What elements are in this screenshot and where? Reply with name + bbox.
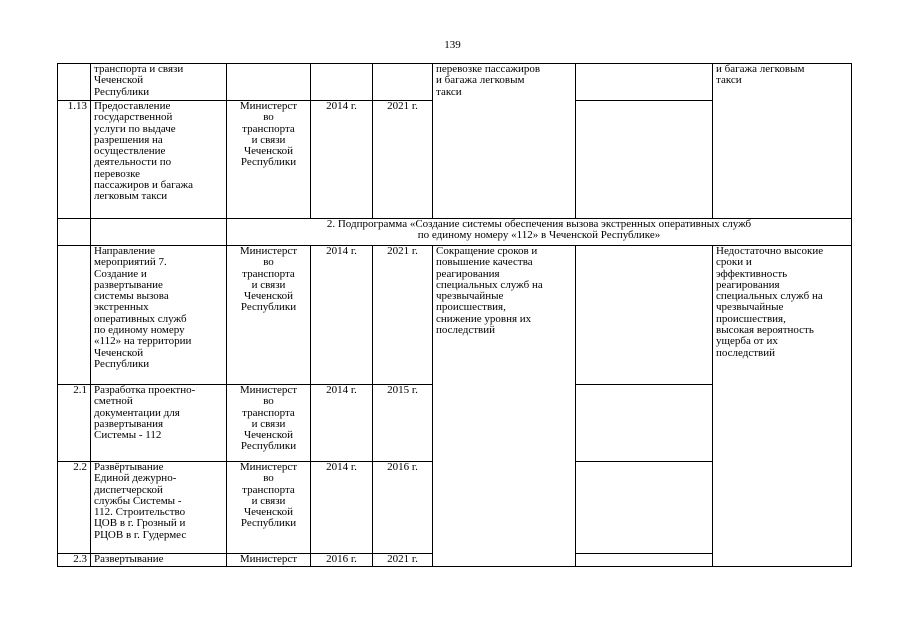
consequences-cell bbox=[576, 462, 713, 554]
expected-result-cell bbox=[433, 101, 576, 219]
end-date-cell bbox=[373, 64, 433, 101]
consequences-cell bbox=[576, 101, 713, 219]
measure-name-cell: Развертывание bbox=[91, 554, 227, 567]
start-date-cell: 2014 г. bbox=[311, 462, 373, 554]
consequences-cell bbox=[576, 385, 713, 462]
consequences-cell bbox=[576, 64, 713, 101]
start-date-cell: 2016 г. bbox=[311, 554, 373, 567]
start-date-cell: 2014 г. bbox=[311, 385, 373, 462]
expected-result-cell: Сокращение сроков и повышение качества реагирования специальных служб на чрезвычайные происшествия, снижение уровня их последствий bbox=[433, 246, 576, 567]
consequences-cell bbox=[576, 246, 713, 385]
program-table bbox=[57, 63, 852, 567]
row-number-cell bbox=[58, 219, 91, 246]
executor-cell: Министерст во транспорта и связи Чеченской Республики bbox=[227, 385, 311, 462]
page-number: 139 bbox=[444, 39, 461, 51]
measure-name-cell: Направление мероприятий 7. Создание и развертывание системы вызова экстренных оперативных служб по единому номеру «112» на территории Чеченской Республики bbox=[91, 246, 227, 385]
end-date-cell: 2021 г. bbox=[373, 554, 433, 567]
table-row bbox=[58, 219, 852, 246]
start-date-cell bbox=[311, 64, 373, 101]
executor-cell bbox=[227, 64, 311, 101]
row-number-cell bbox=[58, 246, 91, 385]
table-row bbox=[58, 101, 852, 219]
row-number-cell: 1.13 bbox=[58, 101, 91, 219]
row-number-cell bbox=[58, 64, 91, 101]
measure-name-cell: транспорта и связи Чеченской Республики bbox=[91, 64, 227, 101]
measure-name-cell bbox=[91, 219, 227, 246]
problem-cell: Недостаточно высокие сроки и эффективность реагирования специальных служб на чрезвычайные происшествия, высокая вероятность ущерба от их последствий bbox=[713, 246, 852, 567]
end-date-cell: 2021 г. bbox=[373, 246, 433, 385]
end-date-cell: 2021 г. bbox=[373, 101, 433, 219]
problem-cell: и багажа легковым такси bbox=[713, 64, 852, 101]
table-row bbox=[58, 246, 852, 385]
measure-name-cell: Разработка проектно- сметной документации для развертывания Системы - 112 bbox=[91, 385, 227, 462]
consequences-cell bbox=[576, 554, 713, 567]
row-number-cell: 2.2 bbox=[58, 462, 91, 554]
end-date-cell: 2015 г. bbox=[373, 385, 433, 462]
table-row bbox=[58, 64, 852, 101]
measure-name-cell: Предоставление государственной услуги по выдаче разрешения на осуществление деятельности по перевозке пассажиров и багажа легковым такси bbox=[91, 101, 227, 219]
row-number-cell: 2.3 bbox=[58, 554, 91, 567]
row-number-cell: 2.1 bbox=[58, 385, 91, 462]
start-date-cell: 2014 г. bbox=[311, 101, 373, 219]
executor-cell: Министерст во транспорта и связи Чеченской Республики bbox=[227, 462, 311, 554]
problem-cell bbox=[713, 101, 852, 219]
executor-cell: Министерст bbox=[227, 554, 311, 567]
measure-name-cell: Развёртывание Единой дежурно- диспетчерской службы Системы - 112. Строительство ЦОВ в г. Грозный и РЦОВ в г. Гудермес bbox=[91, 462, 227, 554]
end-date-cell: 2016 г. bbox=[373, 462, 433, 554]
start-date-cell: 2014 г. bbox=[311, 246, 373, 385]
executor-cell: Министерст во транспорта и связи Чеченской Республики bbox=[227, 101, 311, 219]
subprogram-title: 2. Подпрограмма «Создание системы обеспечения вызова экстренных оперативных служб по единому номеру «112» в Чеченской Республике» bbox=[227, 219, 852, 246]
expected-result-cell: перевозке пассажиров и багажа легковым такси bbox=[433, 64, 576, 101]
executor-cell: Министерст во транспорта и связи Чеченской Республики bbox=[227, 246, 311, 385]
